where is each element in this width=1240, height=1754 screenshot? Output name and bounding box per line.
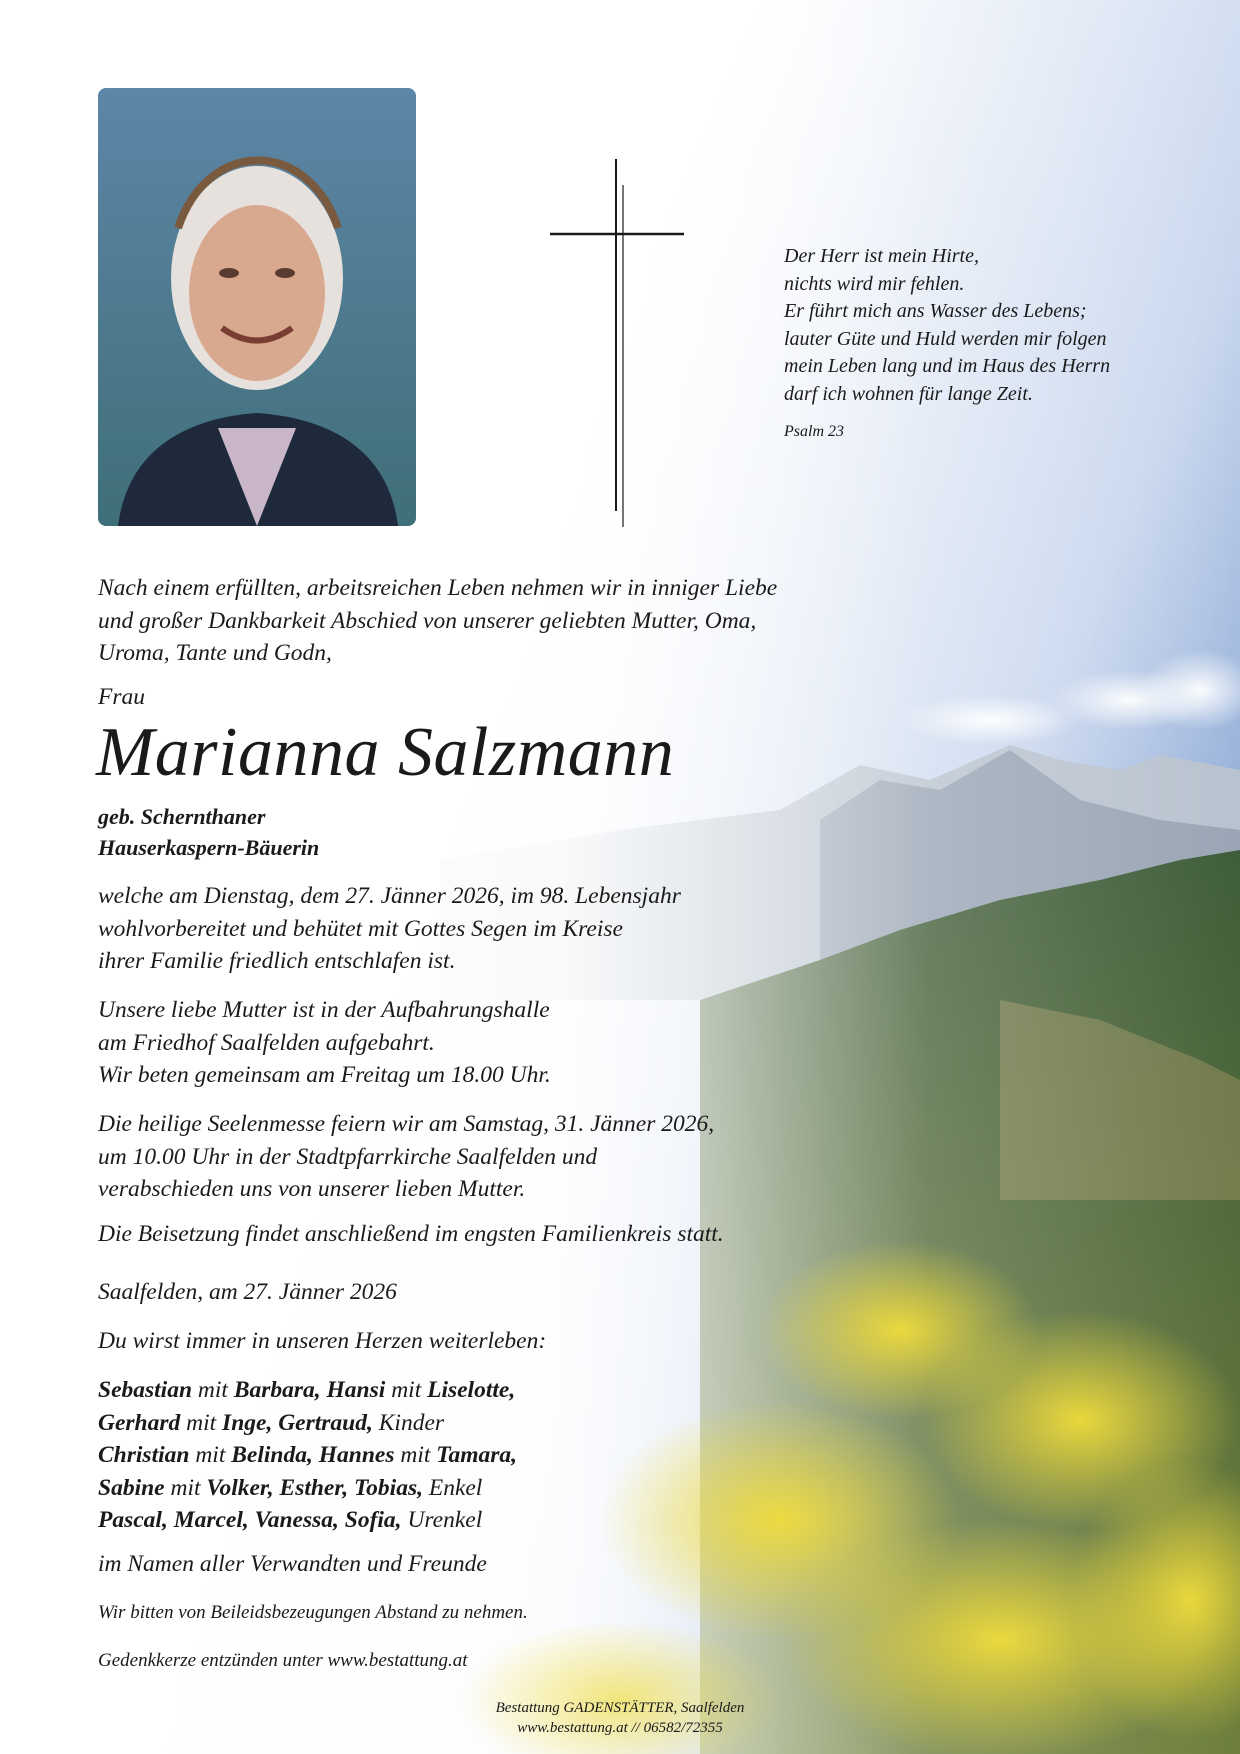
footer-contact: www.bestattung.at // 06582/72355 xyxy=(517,1720,723,1736)
death-notice-line: ihrer Familie friedlich entschlafen ist. xyxy=(98,948,456,974)
farewell-line: Du wirst immer in unseren Herzen weiterleben: xyxy=(98,1328,547,1354)
family-line xyxy=(98,1407,517,1440)
family-relation-text: mit xyxy=(164,1474,207,1501)
footer-company: Bestattung GADENSTÄTTER, Saalfelden xyxy=(495,1700,745,1716)
family-member-names: Christian xyxy=(98,1442,190,1468)
family-member-names: Pascal, Marcel, Vanessa, Sofia, xyxy=(98,1507,402,1533)
family-member-names: Inge, Gertraud, xyxy=(222,1409,373,1436)
family-line xyxy=(98,1374,517,1407)
death-notice xyxy=(98,880,681,978)
viewing-line: Wir beten gemeinsam am Freitag um 18.00 Uhr. xyxy=(98,1062,551,1088)
viewing-info xyxy=(98,994,551,1092)
intro-line: Uroma, Tante und Godn, xyxy=(98,640,332,666)
candle-link[interactable]: Gedenkkerze entzünden unter www.bestattung.at xyxy=(98,1650,468,1671)
psalm-line: darf ich wohnen für lange Zeit. xyxy=(784,382,1033,405)
portrait-photo xyxy=(98,88,416,526)
family-relation-text: mit xyxy=(189,1442,232,1468)
psalm-reference: Psalm 23 xyxy=(784,423,844,440)
family-member-names: Sebastian xyxy=(98,1377,193,1403)
viewing-line: Unsere liebe Mutter ist in der Aufbahrungshalle xyxy=(98,997,550,1023)
family-member-names: Barbara, Hansi xyxy=(233,1377,386,1403)
deceased-title: Hauserkaspern-Bäuerin xyxy=(98,835,320,860)
intro-line: und großer Dankbarkeit Abschied von unserer geliebten Mutter, Oma, xyxy=(98,607,757,634)
psalm-lines xyxy=(784,243,1204,408)
death-notice-line: welche am Dienstag, dem 27. Jänner 2026, im 98. Lebensjahr xyxy=(98,883,681,909)
psalm-line: mein Leben lang und im Haus des Herrn xyxy=(784,355,1111,377)
place-date: Saalfelden, am 27. Jänner 2026 xyxy=(98,1279,397,1305)
mass-info xyxy=(98,1108,714,1206)
mass-line: um 10.00 Uhr in der Stadtpfarrkirche Saalfelden und xyxy=(98,1143,598,1170)
family-member-names: Liselotte, xyxy=(427,1377,516,1403)
burial-info: Die Beisetzung findet anschließend im engsten Familienkreis statt. xyxy=(98,1221,724,1247)
family-member-names: Gerhard xyxy=(98,1409,181,1436)
psalm-line: lauter Güte und Huld werden mir folgen xyxy=(784,327,1107,350)
deceased-name: Marianna Salzmann xyxy=(96,714,675,791)
death-notice-line: wohlvorbereitet und behütet mit Gottes Segen im Kreise xyxy=(98,915,623,942)
psalm-quote xyxy=(784,243,1204,446)
cross-icon xyxy=(548,155,688,527)
viewing-line: am Friedhof Saalfelden aufgebahrt. xyxy=(98,1029,435,1056)
mass-line: Die heilige Seelenmesse feiern wir am Samstag, 31. Jänner 2026, xyxy=(98,1111,715,1137)
family-relation-text: mit xyxy=(385,1377,428,1403)
birth-name: geb. Schernthaner xyxy=(98,804,266,829)
family-relation-text: mit xyxy=(192,1377,234,1403)
family-member-names: Volker, Esther, Tobias, xyxy=(206,1474,423,1501)
salutation: Frau xyxy=(98,684,145,710)
family-relation-text: mit xyxy=(394,1442,437,1468)
relatives-line: im Namen aller Verwandten und Freunde xyxy=(98,1551,487,1577)
family-member-names: Sabine xyxy=(98,1474,165,1501)
family-line xyxy=(98,1439,517,1472)
family-list xyxy=(98,1374,517,1537)
family-member-names: Tamara, xyxy=(436,1442,517,1468)
family-relation-text: mit xyxy=(180,1409,223,1436)
psalm-line: Er führt mich ans Wasser des Lebens; xyxy=(784,300,1087,322)
family-member-names: Belinda, Hannes xyxy=(231,1442,395,1468)
intro-line: Nach einem erfüllten, arbeitsreichen Leben nehmen wir in inniger Liebe xyxy=(98,575,778,601)
family-relation-text: Kinder xyxy=(372,1409,445,1436)
psalm-line: Der Herr ist mein Hirte, xyxy=(784,245,979,267)
psalm-line: nichts wird mir fehlen. xyxy=(784,272,965,295)
intro-paragraph xyxy=(98,572,777,670)
family-relation-text: Urenkel xyxy=(401,1507,483,1533)
mass-line: verabschieden uns von unserer lieben Mutter. xyxy=(98,1176,526,1202)
condolence-request: Wir bitten von Beileidsbezeugungen Abstand zu nehmen. xyxy=(98,1602,528,1623)
family-line xyxy=(98,1504,517,1537)
footer xyxy=(420,1698,820,1738)
family-line xyxy=(98,1472,517,1505)
family-relation-text: Enkel xyxy=(422,1474,483,1501)
